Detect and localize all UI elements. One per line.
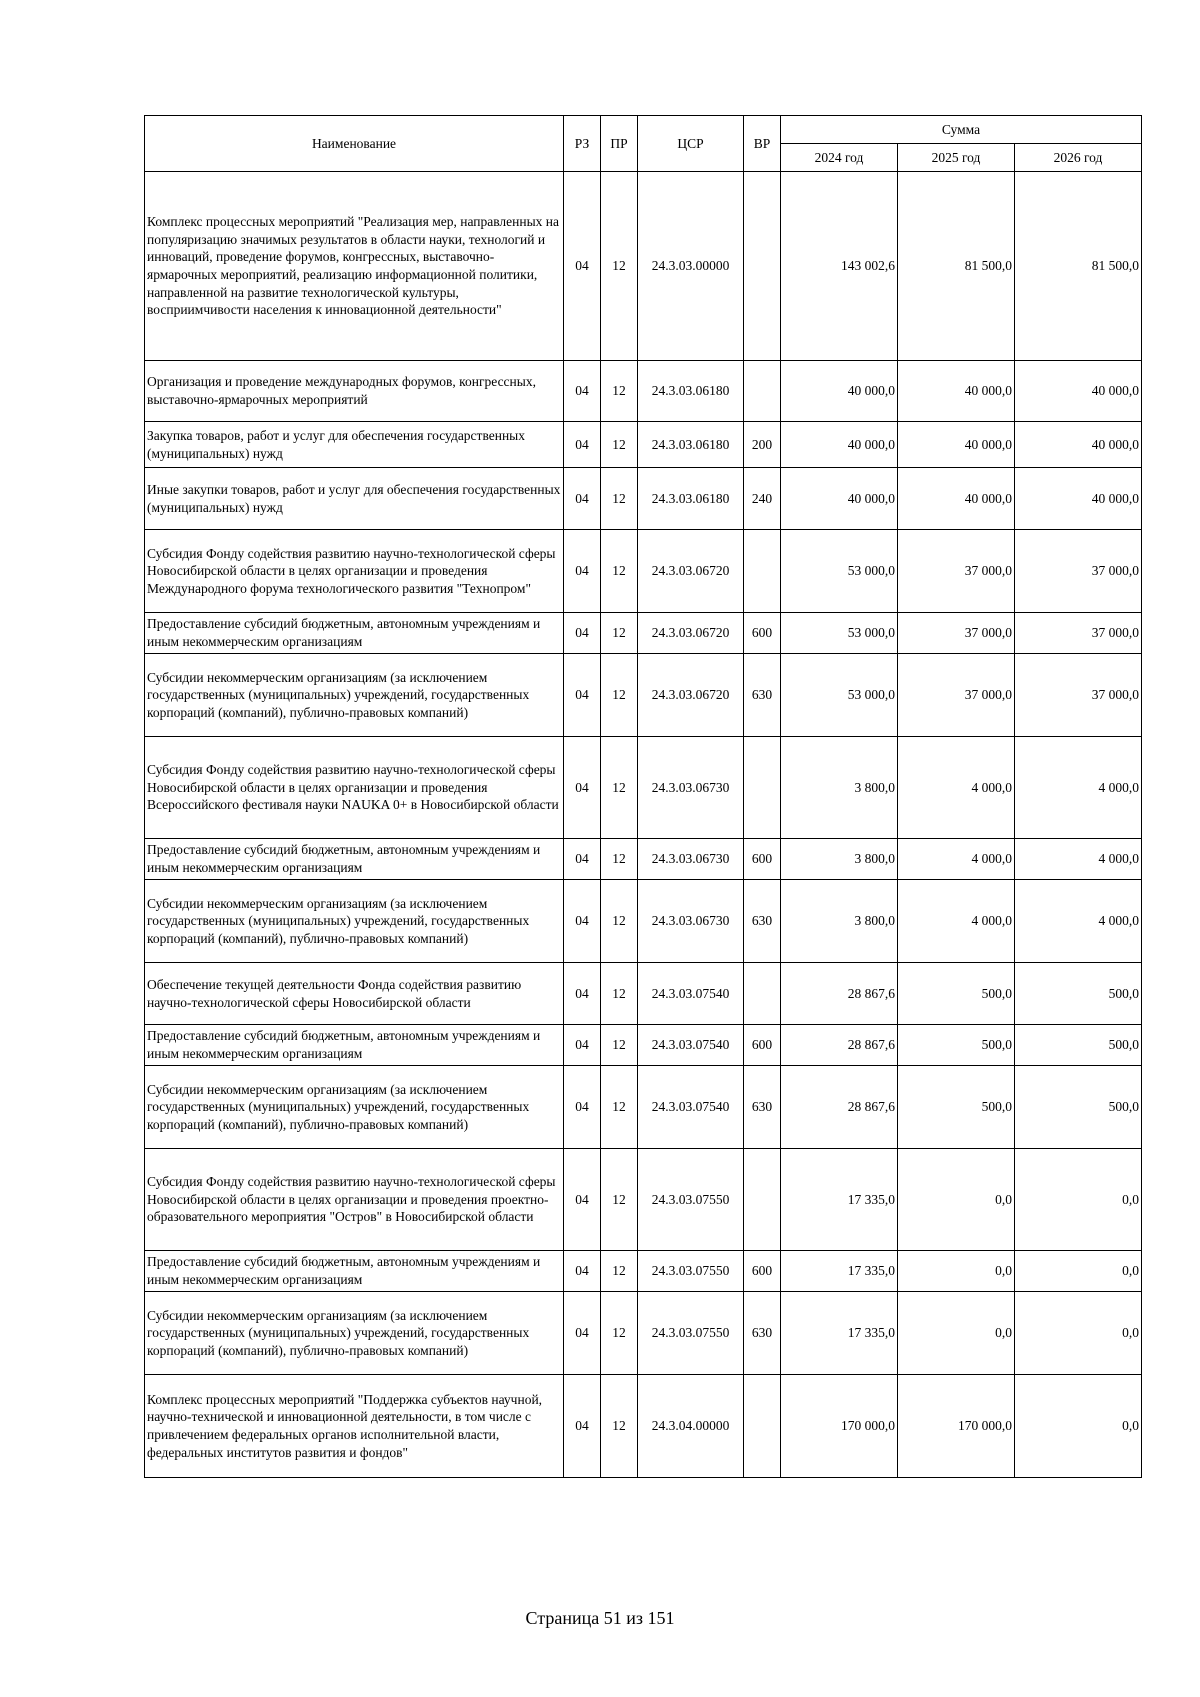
table-row	[145, 839, 1142, 880]
row-amount-2025: 170 000,0	[898, 1375, 1015, 1478]
row-rz: 04	[564, 1375, 601, 1478]
row-rz: 04	[564, 839, 601, 880]
row-vr	[744, 361, 781, 422]
row-amount-2025: 0,0	[898, 1149, 1015, 1251]
row-pr: 12	[601, 1292, 638, 1375]
row-rz: 04	[564, 172, 601, 361]
row-amount-2024: 28 867,6	[781, 1066, 898, 1149]
row-amount-2025: 40 000,0	[898, 422, 1015, 468]
row-rz: 04	[564, 613, 601, 654]
row-amount-2026: 4 000,0	[1015, 880, 1142, 963]
row-name: Закупка товаров, работ и услуг для обеспечения государственных (муниципальных) нужд	[145, 422, 564, 468]
header-name: Наименование	[145, 116, 564, 172]
row-name: Обеспечение текущей деятельности Фонда содействия развитию научно-технологической сферы Новосибирской области	[145, 963, 564, 1025]
page-number: Страница 51 из 151	[525, 1608, 675, 1628]
row-amount-2024: 3 800,0	[781, 839, 898, 880]
row-pr: 12	[601, 530, 638, 613]
row-amount-2025: 40 000,0	[898, 468, 1015, 530]
row-amount-2024: 170 000,0	[781, 1375, 898, 1478]
row-amount-2026: 40 000,0	[1015, 468, 1142, 530]
table-row	[145, 1149, 1142, 1251]
row-rz: 04	[564, 468, 601, 530]
table-row	[145, 468, 1142, 530]
row-amount-2026: 4 000,0	[1015, 737, 1142, 839]
row-csr: 24.3.03.00000	[638, 172, 744, 361]
row-amount-2026: 0,0	[1015, 1251, 1142, 1292]
row-amount-2024: 17 335,0	[781, 1149, 898, 1251]
row-pr: 12	[601, 1375, 638, 1478]
row-pr: 12	[601, 172, 638, 361]
row-vr	[744, 530, 781, 613]
row-pr: 12	[601, 880, 638, 963]
header-csr: ЦСР	[638, 116, 744, 172]
row-csr: 24.3.03.07550	[638, 1149, 744, 1251]
table-row	[145, 963, 1142, 1025]
row-pr: 12	[601, 839, 638, 880]
row-rz: 04	[564, 422, 601, 468]
row-pr: 12	[601, 1251, 638, 1292]
budget-table	[144, 115, 1142, 1478]
row-vr: 630	[744, 1292, 781, 1375]
row-rz: 04	[564, 530, 601, 613]
row-csr: 24.3.03.06720	[638, 613, 744, 654]
header-pr: ПР	[601, 116, 638, 172]
row-amount-2026: 500,0	[1015, 1066, 1142, 1149]
row-pr: 12	[601, 963, 638, 1025]
row-csr: 24.3.03.07540	[638, 1025, 744, 1066]
row-amount-2026: 500,0	[1015, 963, 1142, 1025]
table-row	[145, 530, 1142, 613]
row-amount-2024: 53 000,0	[781, 654, 898, 737]
row-name: Субсидия Фонду содействия развитию научно-технологической сферы Новосибирской области в целях организации и проведения Международного форума технологического развития "Технопром"	[145, 530, 564, 613]
row-amount-2026: 500,0	[1015, 1025, 1142, 1066]
row-pr: 12	[601, 654, 638, 737]
row-amount-2025: 37 000,0	[898, 613, 1015, 654]
row-amount-2026: 37 000,0	[1015, 654, 1142, 737]
row-csr: 24.3.03.07540	[638, 1066, 744, 1149]
header-year-2025: 2025 год	[898, 144, 1015, 172]
header-vr: ВР	[744, 116, 781, 172]
table-row	[145, 1066, 1142, 1149]
row-name: Предоставление субсидий бюджетным, автономным учреждениям и иным некоммерческим организациям	[145, 839, 564, 880]
row-csr: 24.3.04.00000	[638, 1375, 744, 1478]
row-csr: 24.3.03.06730	[638, 839, 744, 880]
row-pr: 12	[601, 422, 638, 468]
row-csr: 24.3.03.06720	[638, 530, 744, 613]
row-amount-2026: 0,0	[1015, 1149, 1142, 1251]
row-csr: 24.3.03.06180	[638, 422, 744, 468]
row-rz: 04	[564, 1149, 601, 1251]
row-amount-2024: 53 000,0	[781, 613, 898, 654]
row-amount-2024: 143 002,6	[781, 172, 898, 361]
header-sum: Сумма	[781, 116, 1142, 144]
row-amount-2026: 40 000,0	[1015, 422, 1142, 468]
row-amount-2025: 0,0	[898, 1292, 1015, 1375]
table-row	[145, 880, 1142, 963]
row-amount-2024: 53 000,0	[781, 530, 898, 613]
row-amount-2024: 40 000,0	[781, 422, 898, 468]
row-amount-2024: 40 000,0	[781, 468, 898, 530]
row-vr	[744, 963, 781, 1025]
row-amount-2025: 81 500,0	[898, 172, 1015, 361]
row-vr: 240	[744, 468, 781, 530]
table-row	[145, 1025, 1142, 1066]
row-rz: 04	[564, 1066, 601, 1149]
table-row	[145, 654, 1142, 737]
row-rz: 04	[564, 654, 601, 737]
row-rz: 04	[564, 1025, 601, 1066]
row-name: Субсидии некоммерческим организациям (за исключением государственных (муниципальных) учреждений, государственных корпораций (компаний), публично-правовых компаний)	[145, 1292, 564, 1375]
row-amount-2024: 28 867,6	[781, 963, 898, 1025]
table-row	[145, 172, 1142, 361]
row-vr: 600	[744, 839, 781, 880]
row-amount-2025: 37 000,0	[898, 654, 1015, 737]
row-amount-2025: 4 000,0	[898, 839, 1015, 880]
row-amount-2024: 3 800,0	[781, 737, 898, 839]
row-vr	[744, 1149, 781, 1251]
row-rz: 04	[564, 963, 601, 1025]
table-row	[145, 1251, 1142, 1292]
table-row	[145, 613, 1142, 654]
row-vr: 200	[744, 422, 781, 468]
row-amount-2026: 37 000,0	[1015, 613, 1142, 654]
row-amount-2024: 17 335,0	[781, 1292, 898, 1375]
row-amount-2025: 0,0	[898, 1251, 1015, 1292]
row-vr: 630	[744, 880, 781, 963]
header-year-2026: 2026 год	[1015, 144, 1142, 172]
row-rz: 04	[564, 880, 601, 963]
row-csr: 24.3.03.07550	[638, 1251, 744, 1292]
row-amount-2026: 40 000,0	[1015, 361, 1142, 422]
row-name: Предоставление субсидий бюджетным, автономным учреждениям и иным некоммерческим организациям	[145, 613, 564, 654]
row-amount-2024: 28 867,6	[781, 1025, 898, 1066]
row-name: Предоставление субсидий бюджетным, автономным учреждениям и иным некоммерческим организациям	[145, 1025, 564, 1066]
row-name: Комплекс процессных мероприятий "Реализация мер, направленных на популяризацию значимых результатов в области науки, технологий и инноваций, проведение форумов, конгрессных, выставочно- ярмарочных мероприятий, реализацию информационной политики, направленной на развитие технологической культуры, восприимчивости населения к инновационной деятельности"	[145, 172, 564, 361]
row-amount-2025: 37 000,0	[898, 530, 1015, 613]
row-pr: 12	[601, 737, 638, 839]
row-name: Субсидии некоммерческим организациям (за исключением государственных (муниципальных) учреждений, государственных корпораций (компаний), публично-правовых компаний)	[145, 654, 564, 737]
row-pr: 12	[601, 468, 638, 530]
row-amount-2025: 500,0	[898, 1025, 1015, 1066]
row-csr: 24.3.03.06180	[638, 468, 744, 530]
row-pr: 12	[601, 361, 638, 422]
row-name: Комплекс процессных мероприятий "Поддержка субъектов научной, научно-технической и инновационной деятельности, в том числе с привлечением федеральных органов исполнительной власти, федеральных институтов развития и фондов"	[145, 1375, 564, 1478]
row-amount-2026: 0,0	[1015, 1375, 1142, 1478]
table-row	[145, 422, 1142, 468]
row-amount-2024: 17 335,0	[781, 1251, 898, 1292]
table-header	[145, 116, 1142, 172]
row-amount-2026: 37 000,0	[1015, 530, 1142, 613]
row-amount-2025: 4 000,0	[898, 737, 1015, 839]
row-amount-2024: 40 000,0	[781, 361, 898, 422]
row-amount-2026: 0,0	[1015, 1292, 1142, 1375]
row-vr	[744, 737, 781, 839]
row-pr: 12	[601, 1066, 638, 1149]
row-vr: 600	[744, 1025, 781, 1066]
header-year-2024: 2024 год	[781, 144, 898, 172]
row-name: Субсидия Фонду содействия развитию научно-технологической сферы Новосибирской области в целях организации и проведения Всероссийского фестиваля науки NAUKA 0+ в Новосибирской области	[145, 737, 564, 839]
row-amount-2026: 81 500,0	[1015, 172, 1142, 361]
row-vr	[744, 1375, 781, 1478]
row-amount-2025: 4 000,0	[898, 880, 1015, 963]
row-csr: 24.3.03.06180	[638, 361, 744, 422]
row-amount-2025: 40 000,0	[898, 361, 1015, 422]
row-name: Предоставление субсидий бюджетным, автономным учреждениям и иным некоммерческим организациям	[145, 1251, 564, 1292]
row-vr: 600	[744, 1251, 781, 1292]
row-csr: 24.3.03.06730	[638, 880, 744, 963]
row-amount-2025: 500,0	[898, 1066, 1015, 1149]
row-amount-2025: 500,0	[898, 963, 1015, 1025]
row-pr: 12	[601, 613, 638, 654]
table-row	[145, 1292, 1142, 1375]
row-pr: 12	[601, 1149, 638, 1251]
row-rz: 04	[564, 361, 601, 422]
row-vr	[744, 172, 781, 361]
row-amount-2026: 4 000,0	[1015, 839, 1142, 880]
table-body	[145, 172, 1142, 1478]
row-vr: 630	[744, 654, 781, 737]
row-amount-2024: 3 800,0	[781, 880, 898, 963]
row-pr: 12	[601, 1025, 638, 1066]
row-vr: 630	[744, 1066, 781, 1149]
row-name: Субсидии некоммерческим организациям (за исключением государственных (муниципальных) учреждений, государственных корпораций (компаний), публично-правовых компаний)	[145, 880, 564, 963]
table-row	[145, 1375, 1142, 1478]
row-csr: 24.3.03.07550	[638, 1292, 744, 1375]
row-name: Субсидии некоммерческим организациям (за исключением государственных (муниципальных) учреждений, государственных корпораций (компаний), публично-правовых компаний)	[145, 1066, 564, 1149]
row-name: Организация и проведение международных форумов, конгрессных, выставочно-ярмарочных мероприятий	[145, 361, 564, 422]
row-rz: 04	[564, 1292, 601, 1375]
table-row	[145, 361, 1142, 422]
row-name: Субсидия Фонду содействия развитию научно-технологической сферы Новосибирской области в целях организации и проведения проектно-образовательного мероприятия "Остров" в Новосибирской области	[145, 1149, 564, 1251]
header-rz: РЗ	[564, 116, 601, 172]
row-rz: 04	[564, 737, 601, 839]
row-csr: 24.3.03.06730	[638, 737, 744, 839]
table-row	[145, 737, 1142, 839]
row-csr: 24.3.03.06720	[638, 654, 744, 737]
row-rz: 04	[564, 1251, 601, 1292]
row-csr: 24.3.03.07540	[638, 963, 744, 1025]
row-name: Иные закупки товаров, работ и услуг для обеспечения государственных (муниципальных) нужд	[145, 468, 564, 530]
row-vr: 600	[744, 613, 781, 654]
